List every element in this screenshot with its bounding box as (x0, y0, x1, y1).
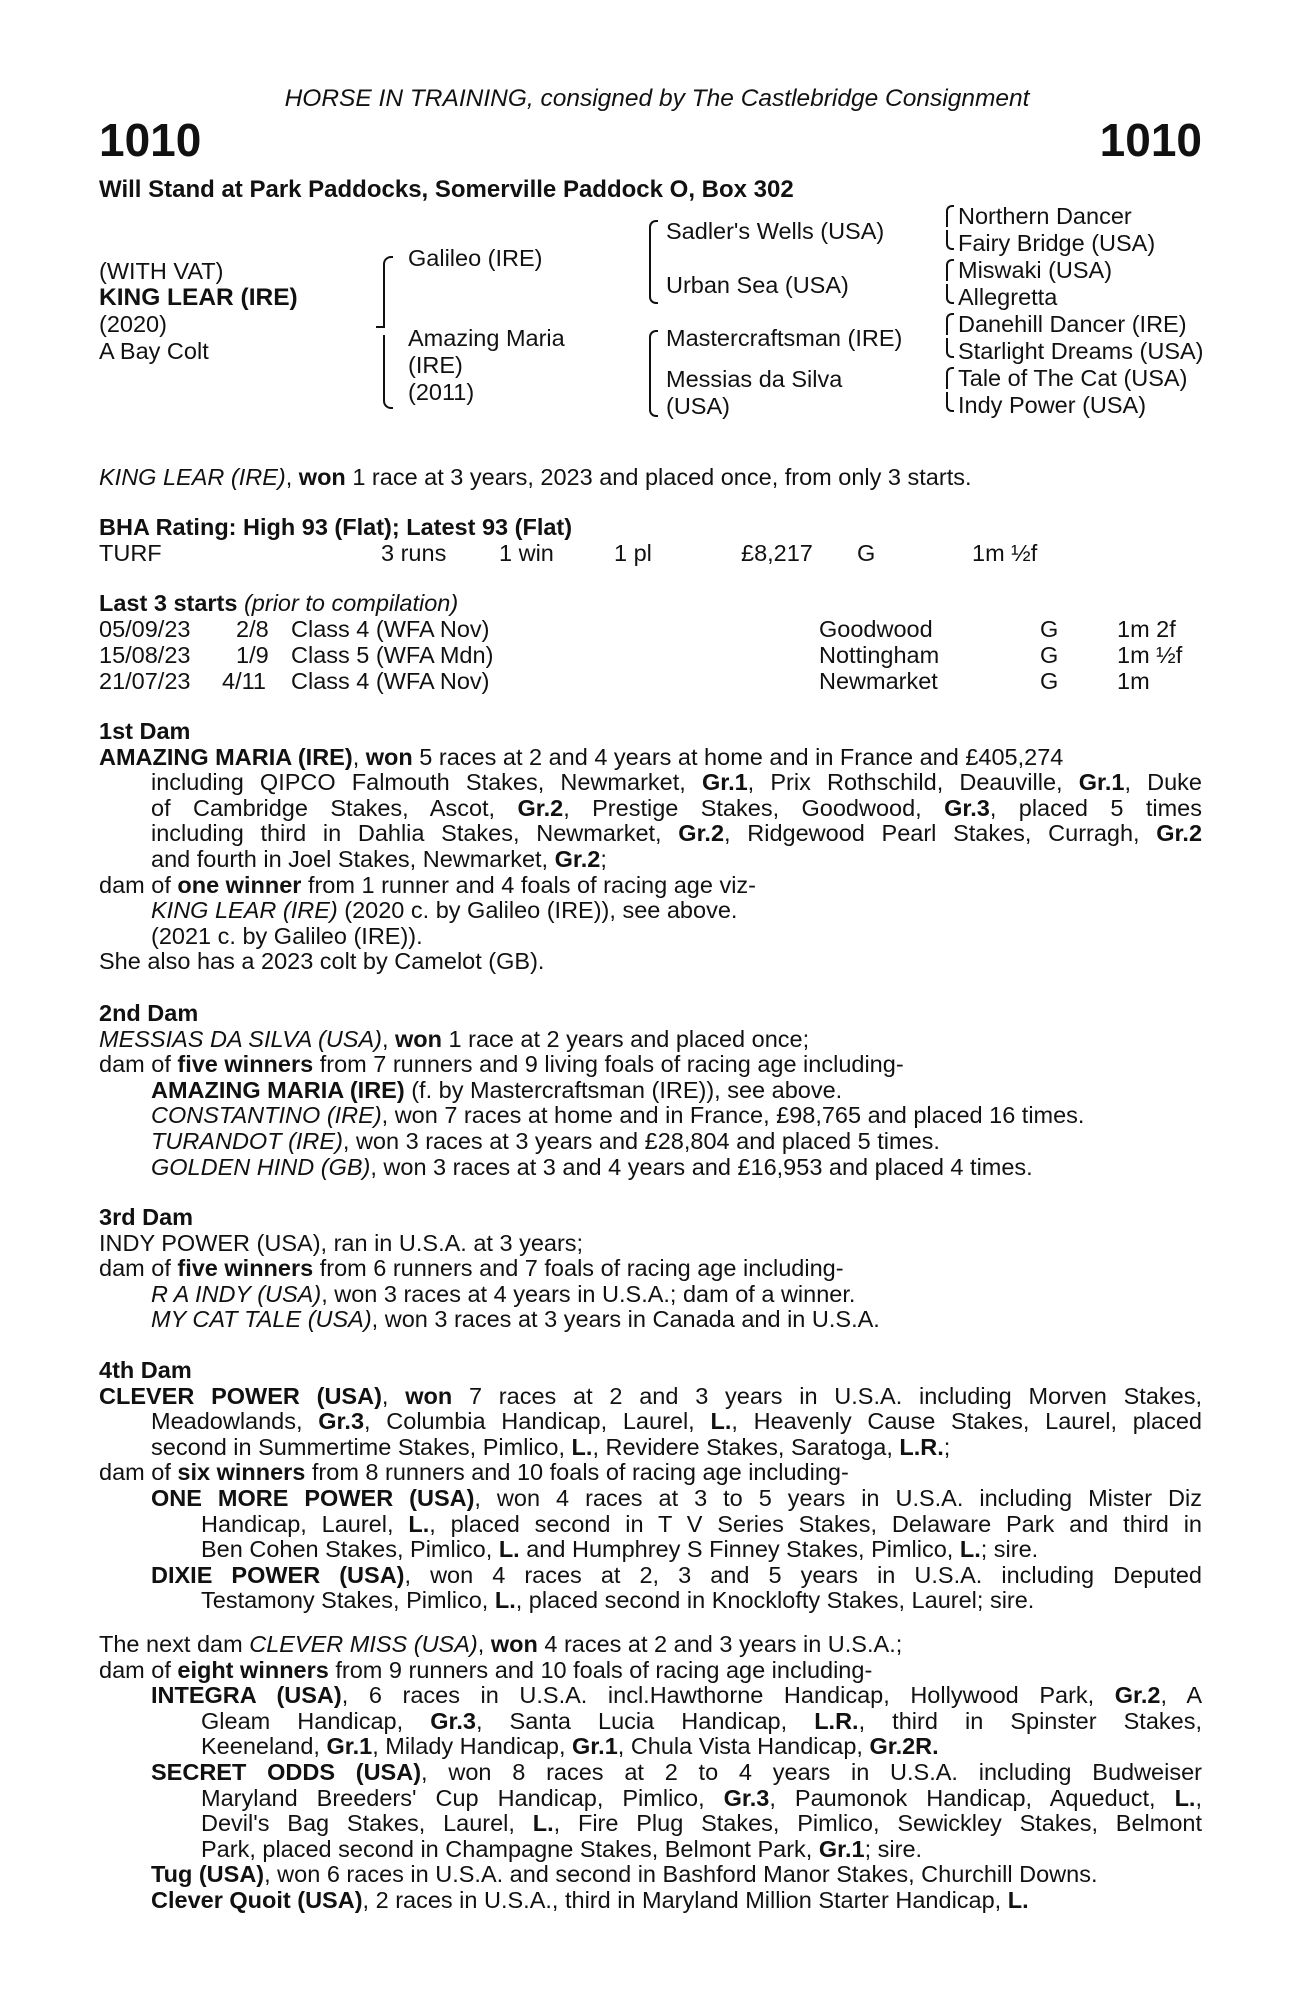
dam-sire: Mastercraftsman (IRE) (666, 325, 903, 351)
g4-brace-4-lower (946, 392, 954, 412)
sire-sire: Sadler's Wells (USA) (666, 218, 885, 244)
sire-name: Galileo (IRE) (408, 245, 543, 271)
sire-dam: Urban Sea (USA) (666, 272, 849, 298)
g4-brace-2 (946, 259, 954, 281)
g4-2: Fairy Bridge (USA) (958, 230, 1156, 256)
g4-brace-3 (946, 313, 954, 335)
dam-brace (649, 330, 658, 372)
g4-6: Starlight Dreams (USA) (958, 338, 1204, 364)
lot-number-left: 1010 (99, 114, 202, 166)
horse-year: (2020) (99, 311, 167, 337)
g4-7: Tale of The Cat (USA) (958, 365, 1188, 391)
rating-title: BHA Rating: High 93 (Flat); Latest 93 (Flat) (99, 514, 573, 540)
g4-3: Miswaki (USA) (958, 257, 1113, 283)
consignment-line: HORSE IN TRAINING, consigned by The Castlebridge Consignment (284, 85, 1030, 112)
vat-label: (WITH VAT) (99, 258, 224, 284)
g4-brace-3-lower (946, 338, 954, 358)
last-starts-title: Last 3 starts (prior to compilation) (99, 590, 459, 616)
fourth-dam-section: 4th Dam CLEVER POWER (USA), won 7 races at 2 and 3 years in U.S.A. including Morven Stakes, Meadowlands, Gr.3, Columbia Handicap, Laurel, L., Heavenly Cause Stakes, Laurel, placed second in Summertime Stakes, Pimlico, L., Revidere Stakes, Saratoga, L.R.; dam of six winners from 8 runners and 10 foals of racing age including- ONE MORE POWER (USA), won 4 races at 3 to 5 years in U.S.A. including Mister Diz Handicap, Laurel, L., placed second in T V Series Stakes, Delaware Park and third in Ben Cohen Stakes, Pimlico, L. and Humphrey S Finney Stakes, Pimlico, L.; sire. DIXIE POWER (USA), won 4 races at 2, 3 and 5 years in U.S.A. including Deputed Testamony Stakes, Pimlico, L., placed second in Knocklofty Stakes, Laurel; sire. (99, 1357, 1203, 1614)
dam-name-line2: (IRE) (408, 352, 463, 378)
dam-name-line3: (2011) (408, 379, 475, 405)
lot-number-right: 1010 (1099, 114, 1202, 166)
dam-brace-lower (649, 372, 658, 417)
next-dam-section: The next dam CLEVER MISS (USA), won 4 races at 2 and 3 years in U.S.A.; dam of eight winners from 9 runners and 10 foals of racing age including- INTEGRA (USA), 6 races in U.S.A. incl.Hawthorne Handicap, Hollywood Park, Gr.2, A Gleam Handicap, Gr.3, Santa Lucia Handicap, L.R., third in Spinster Stakes, Keeneland, Gr.1, Milady Handicap, Gr.1, Chula Vista Handicap, Gr.2R. SECRET ODDS (USA), won 8 races at 2 to 4 years in U.S.A. including Budweiser Maryland Breeders' Cup Handicap, Pimlico, Gr.3, Paumonok Handicap, Aqueduct, L., Devil's Bag Stakes, Laurel, L., Fire Plug Stakes, Pimlico, Sewickley Stakes, Belmont Park, placed second in Champagne Stakes, Belmont Park, Gr.1; sire. Tug (USA), won 6 races in U.S.A. and second in Bashford Manor Stakes, Churchill Downs. Clever Quoit (USA), 2 races in U.S.A., third in Maryland Million Starter Handicap, L. (99, 1631, 1203, 1913)
g4-brace-1-lower (946, 230, 954, 250)
dam-name-line1: Amazing Maria (408, 325, 565, 351)
g4-8: Indy Power (USA) (958, 392, 1147, 418)
race-summary: KING LEAR (IRE), won 1 race at 3 years, 2023 and placed once, from only 3 starts. (99, 464, 972, 490)
start-row: 05/09/23 2/8 Class 4 (WFA Nov) Goodwood G 1m 2f (99, 616, 1176, 642)
g4-brace-4 (946, 367, 954, 389)
pedigree-main-brace-lower (383, 335, 393, 409)
g4-brace-1 (946, 205, 954, 227)
second-dam-section: 2nd Dam MESSIAS DA SILVA (USA), won 1 race at 2 years and placed once; dam of five winners from 7 runners and 9 living foals of racing age including- AMAZING MARIA (IRE) (f. by Mastercraftsman (IRE)), see above. CONSTANTINO (IRE), won 7 races at home and in France, £98,765 and placed 16 times. TURANDOT (IRE), won 3 races at 3 years and £28,804 and placed 5 times. GOLDEN HIND (GB), won 3 races at 3 and 4 years and £16,953 and placed 4 times. (99, 1001, 1202, 1180)
g4-5: Danehill Dancer (IRE) (958, 311, 1187, 337)
dam-dam-line2: (USA) (666, 393, 730, 419)
start-row: 21/07/23 4/11 Class 4 (WFA Nov) Newmarket G 1m (99, 668, 1150, 694)
sire-brace-lower (649, 262, 658, 304)
horse-name: KING LEAR (IRE) (99, 284, 298, 311)
first-dam-section: 1st Dam AMAZING MARIA (IRE), won 5 races at 2 and 4 years at home and in France and £405,274 including QIPCO Falmouth Stakes, Newmarket, Gr.1, Prix Rothschild, Deauville, Gr.1, Duke of Cambridge Stakes, Ascot, Gr.2, Prestige Stakes, Goodwood, Gr.3, placed 5 times including third in Dahlia Stakes, Newmarket, Gr.2, Ridgewood Pearl Stakes, Curragh, Gr.2 and fourth in Joel Stakes, Newmarket, Gr.2; dam of one winner from 1 runner and 4 foals of racing age viz- KING LEAR (IRE) (2020 c. by Galileo (IRE)), see above. (2021 c. by Galileo (IRE)). She also has a 2023 colt by Camelot (GB). (99, 718, 1203, 975)
section-heading: 2nd Dam (99, 1000, 199, 1026)
dam-dam-line1: Messias da Silva (666, 366, 843, 392)
section-heading: 1st Dam (99, 718, 191, 744)
g4-4: Allegretta (958, 284, 1058, 310)
third-dam-section: 3rd Dam INDY POWER (USA), ran in U.S.A. at 3 years; dam of five winners from 6 runners and 7 foals of racing age including- R A INDY (USA), won 3 races at 4 years in U.S.A.; dam of a winner. MY CAT TALE (USA), won 3 races at 3 years in Canada and in U.S.A. (99, 1205, 1202, 1333)
horse-description: A Bay Colt (99, 338, 209, 364)
g4-brace-2-lower (946, 284, 954, 304)
pedigree-main-brace-tip (376, 326, 383, 337)
g4-1: Northern Dancer (958, 203, 1132, 229)
sire-brace (649, 220, 658, 262)
location-line: Will Stand at Park Paddocks, Somerville Paddock O, Box 302 (99, 176, 794, 203)
pedigree-main-brace (383, 256, 393, 328)
rating-row: TURF 3 runs 1 win 1 pl £8,217 G 1m ½f (99, 540, 1038, 566)
section-heading: 3rd Dam (99, 1204, 194, 1230)
start-row: 15/08/23 1/9 Class 5 (WFA Mdn) Nottingham G 1m ½f (99, 642, 1183, 668)
section-heading: 4th Dam (99, 1357, 192, 1383)
